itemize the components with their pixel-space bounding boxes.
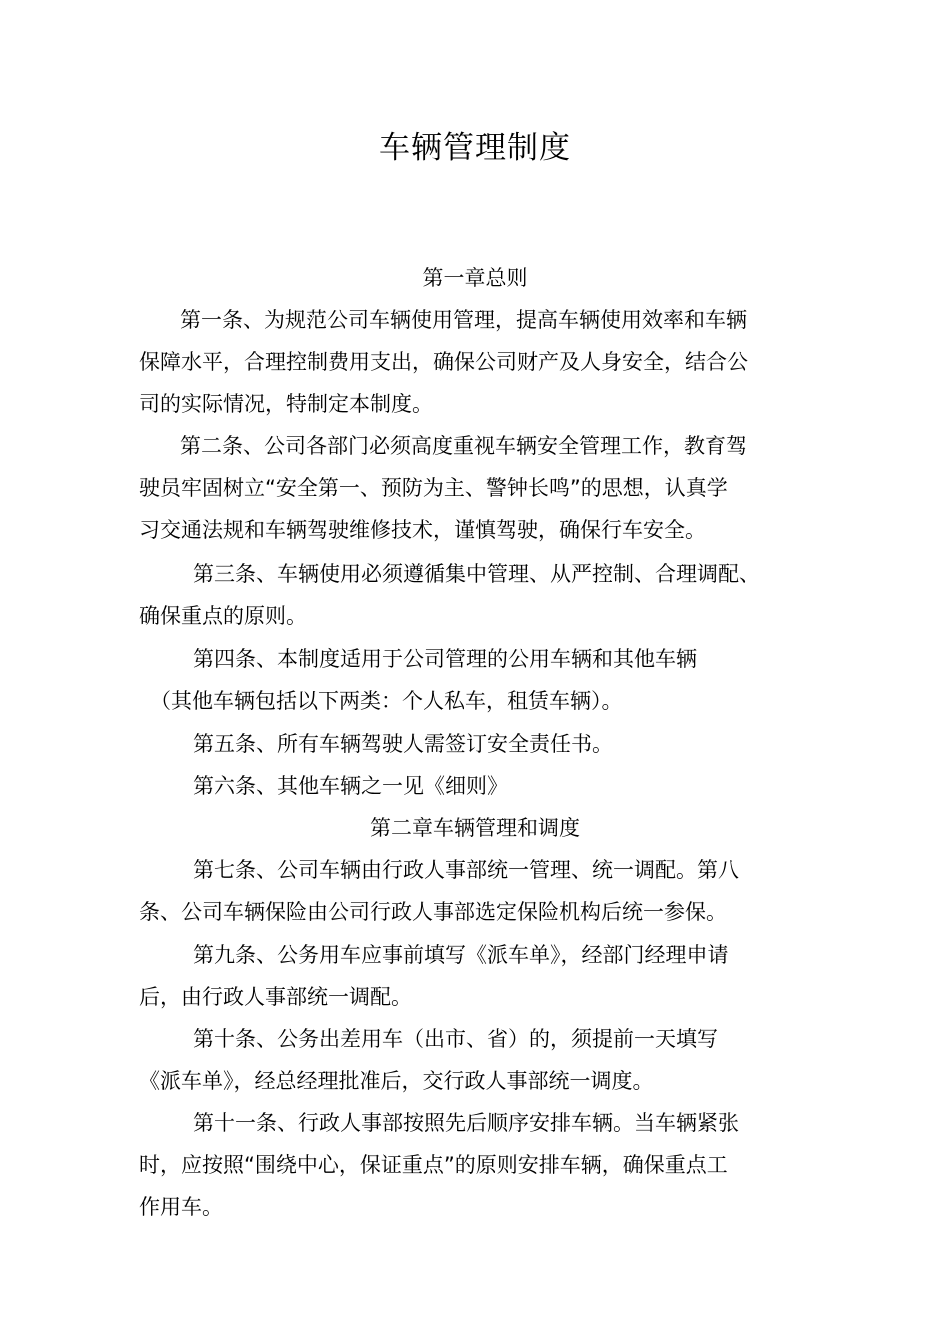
article-6-line-1: 第六条、其他车辆之一见《细则》 bbox=[193, 774, 508, 798]
article-11-line-1: 第十一条、行政人事部按照先后顺序安排车辆。当车辆紧张 bbox=[193, 1111, 739, 1135]
article-9-line-1: 第九条、公务用车应事前填写《派车单》，经部门经理申请 bbox=[193, 943, 729, 967]
chapter-2-heading: 第二章车辆管理和调度 bbox=[370, 816, 580, 840]
article-11-line-2: 时，应按照“围绕中心，保证重点”的原则安排车辆，确保重点工 bbox=[139, 1153, 728, 1177]
article-4-line-2: （其他车辆包括以下两类：个人私车，租赁车辆）。 bbox=[150, 689, 623, 713]
article-3-line-1: 第三条、车辆使用必须遵循集中管理、从严控制、合理调配、 bbox=[193, 562, 760, 586]
article-7-line-1: 第七条、公司车辆由行政人事部统一管理、统一调配。第八 bbox=[193, 858, 739, 882]
article-2-line-1: 第二条、公司各部门必须高度重视车辆安全管理工作，教育驾 bbox=[180, 434, 747, 458]
article-9-line-2: 后，由行政人事部统一调配。 bbox=[139, 985, 412, 1009]
article-1-line-3: 司的实际情况，特制定本制度。 bbox=[139, 392, 433, 416]
article-4-line-1: 第四条、本制度适用于公司管理的公用车辆和其他车辆 bbox=[193, 647, 697, 671]
document-title: 车辆管理制度 bbox=[379, 130, 571, 166]
article-5-line-1: 第五条、所有车辆驾驶人需签订安全责任书。 bbox=[193, 732, 613, 756]
article-10-line-1: 第十条、公务出差用车（出市、省）的，须提前一天填写 bbox=[193, 1027, 718, 1051]
chapter-1-heading: 第一章总则 bbox=[422, 266, 528, 290]
article-10-line-2: 《派车单》，经总经理批准后，交行政人事部统一调度。 bbox=[139, 1069, 654, 1093]
article-11-line-3: 作用车。 bbox=[139, 1195, 223, 1219]
article-1-line-2: 保障水平，合理控制费用支出，确保公司财产及人身安全，结合公 bbox=[139, 350, 748, 374]
article-7-line-2: 条、公司车辆保险由公司行政人事部选定保险机构后统一参保。 bbox=[139, 900, 727, 924]
article-1-line-1: 第一条、为规范公司车辆使用管理，提高车辆使用效率和车辆 bbox=[180, 308, 747, 332]
article-2-line-2: 驶员牢固树立“安全第一、预防为主、警钟长鸣”的思想，认真学 bbox=[139, 476, 728, 500]
article-2-line-3: 习交通法规和车辆驾驶维修技术，谨慎驾驶，确保行车安全。 bbox=[139, 518, 706, 542]
article-3-line-2: 确保重点的原则。 bbox=[139, 604, 307, 628]
